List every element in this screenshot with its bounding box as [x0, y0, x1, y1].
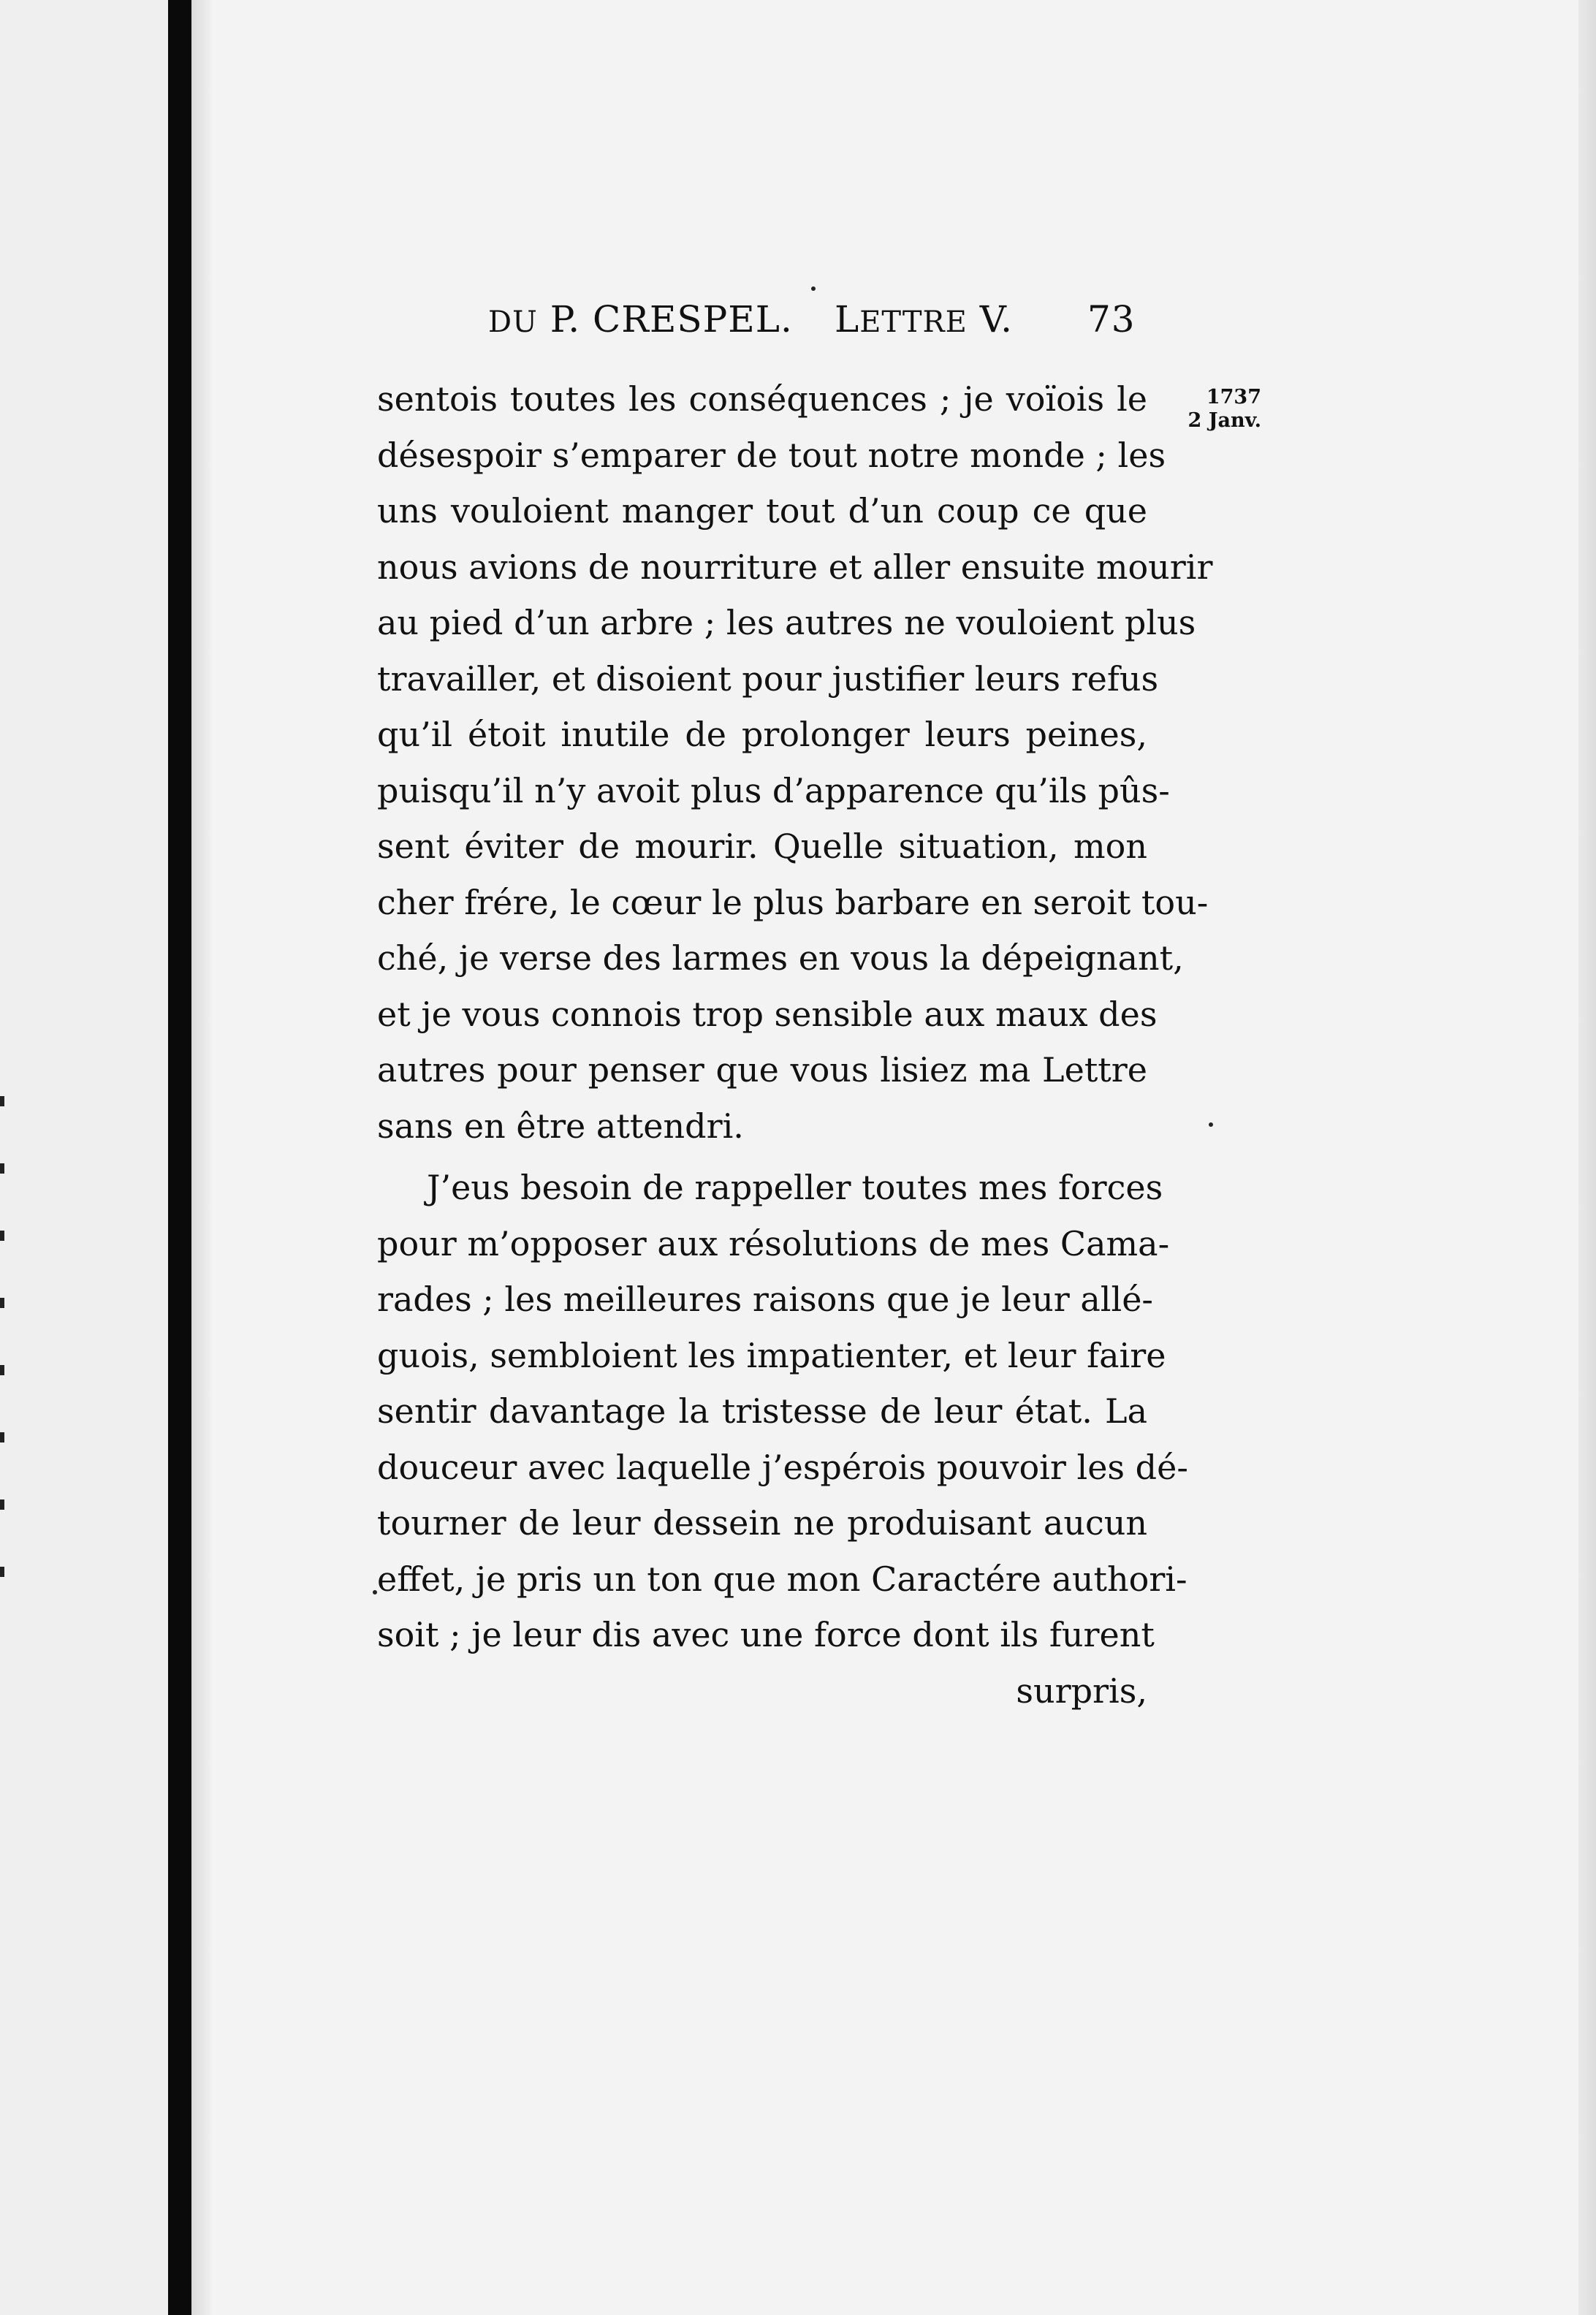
paragraph — [377, 1160, 1188, 1719]
text-line: autres pour penser que vous lisiez ma Lettre — [377, 1050, 1147, 1090]
gutter-shadow — [191, 0, 213, 2315]
text-line: désespoir s’emparer de tout notre monde ; les — [377, 435, 1166, 475]
text-line: cher frére, le cœur le plus barbare en seroit tou- — [377, 882, 1209, 922]
text-line: au pied d’un arbre ; les autres ne vouloient plus — [377, 603, 1196, 642]
text-line: et je vous connois trop sensible aux maux des — [377, 994, 1158, 1034]
text-line: puisqu’il n’y avoit plus d’apparence qu’ils pûs- — [377, 770, 1170, 810]
text-line: travailler, et disoient pour justifier leurs refus — [377, 658, 1159, 699]
text-line: guois, sembloient les impatienter, et leur faire — [377, 1335, 1166, 1375]
text-line: qu’il étoit inutile de prolonger leurs peines, — [377, 715, 1147, 754]
letter-initial: L — [835, 298, 860, 341]
facing-page-edge — [0, 0, 168, 2315]
text-line: J’eus besoin de rappeller toutes mes forces — [427, 1168, 1163, 1207]
text-line: uns vouloient manger tout d’un coup ce que — [377, 491, 1147, 531]
body-text — [377, 371, 1213, 1719]
running-head-letter — [835, 298, 1013, 341]
margin-year: 1737 — [1206, 386, 1261, 408]
margin-date-note — [1174, 386, 1261, 433]
letter-rest: ETTRE — [859, 305, 968, 339]
print-speck — [1209, 1122, 1213, 1127]
text-line: effet, je pris un ton que mon Caractére authori- — [377, 1559, 1188, 1599]
running-head — [488, 298, 1146, 349]
text-line: sent éviter de mourir. Quelle situation, mon — [377, 826, 1147, 866]
letter-number: V. — [979, 298, 1013, 341]
text-line: tourner de leur dessein ne produisant aucun — [377, 1503, 1147, 1543]
book-gutter — [168, 0, 191, 2315]
text-line: nous avions de nourriture et aller ensuite mourir — [377, 547, 1213, 587]
running-head-author — [488, 298, 793, 341]
author-prefix: DU — [488, 305, 538, 339]
text-line: sentois toutes les conséquences ; je voïois le — [377, 379, 1147, 419]
text-line: pour m’opposer aux résolutions de mes Cama- — [377, 1223, 1170, 1263]
catchword: surpris, — [1016, 1670, 1147, 1711]
text-line: rades ; les meilleures raisons que je leur allé- — [377, 1280, 1153, 1319]
page-number: 73 — [1087, 298, 1136, 341]
author-name: P. CRESPEL. — [550, 298, 793, 341]
text-line: douceur avec laquelle j’espérois pouvoir les dé- — [377, 1447, 1188, 1487]
margin-date: 2 Janv. — [1188, 409, 1261, 432]
print-speck — [811, 286, 816, 291]
facing-page-text-fragments — [0, 1096, 10, 1725]
text-line: ché, je verse des larmes en vous la dépeignant, — [377, 938, 1184, 978]
text-line: sans en être attendri. — [377, 1106, 744, 1146]
text-line: soit ; je leur dis avec une force dont ils furent — [377, 1615, 1155, 1654]
page-edge — [1578, 0, 1596, 2315]
text-line: sentir davantage la tristesse de leur état. La — [377, 1391, 1147, 1431]
